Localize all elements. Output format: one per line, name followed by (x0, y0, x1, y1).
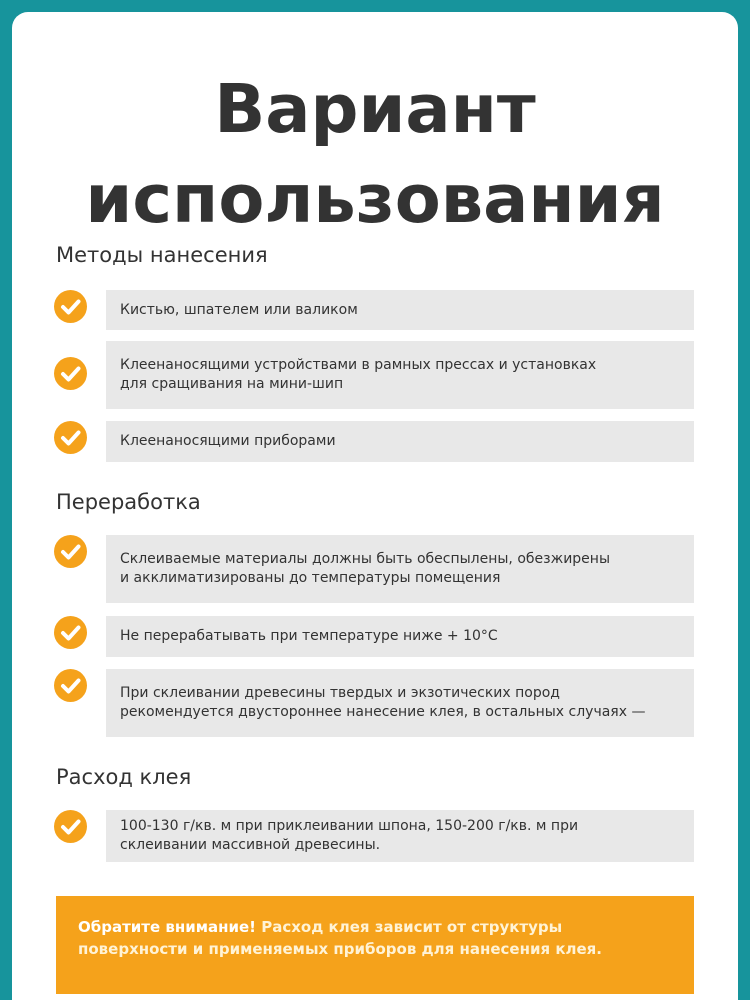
list-item (54, 616, 694, 657)
item-text: Клеенаносящими приборами (120, 433, 336, 449)
list-item (54, 421, 694, 462)
list-item (54, 341, 694, 409)
list-item (54, 535, 694, 603)
section-heading-processing: Переработка (56, 490, 201, 514)
item-box (106, 341, 694, 409)
item-text: Склеиваемые материалы должны быть обеспылены, обезжирены и акклиматизированы до температуры помещения (120, 551, 611, 586)
check-icon (54, 616, 87, 649)
item-text: 100-130 г/кв. м при приклеивании шпона, 150-200 г/кв. м при склеивании массивной древесины. (120, 818, 579, 853)
notice-title: Обратите внимание! (78, 918, 257, 936)
item-box (106, 810, 694, 862)
item-box (106, 421, 694, 462)
list-item (54, 669, 694, 737)
check-icon (54, 669, 87, 702)
check-icon (54, 535, 87, 568)
notice-text: Расход клея зависит от структуры поверхности и применяемых приборов для нанесения клея. (78, 918, 602, 958)
item-text: Кистью, шпателем или валиком (120, 301, 358, 318)
check-icon (54, 290, 87, 323)
item-box (106, 290, 694, 330)
item-text: Не перерабатывать при температуре ниже + 10°C (120, 628, 498, 644)
title-line-1: Вариант (214, 70, 536, 148)
notice-banner (56, 896, 694, 994)
section-heading-glue-consumption: Расход клея (56, 765, 192, 789)
item-text: При склеивании древесины твердых и экзотических пород рекомендуется двустороннее нанесение клея, в остальных случаях — (120, 685, 646, 720)
title-line-2: использования (85, 160, 665, 238)
check-icon (54, 357, 87, 390)
item-box (106, 669, 694, 737)
item-box (106, 616, 694, 657)
page-title (12, 64, 738, 244)
content-card (12, 12, 738, 1000)
check-icon (54, 810, 87, 843)
list-item (54, 810, 694, 862)
item-text: Клеенаносящими устройствами в рамных прессах и установках для сращивания на мини-шип (120, 357, 597, 392)
list-item (54, 290, 694, 330)
check-icon (54, 421, 87, 454)
section-heading-application-methods: Методы нанесения (56, 243, 268, 267)
item-box (106, 535, 694, 603)
